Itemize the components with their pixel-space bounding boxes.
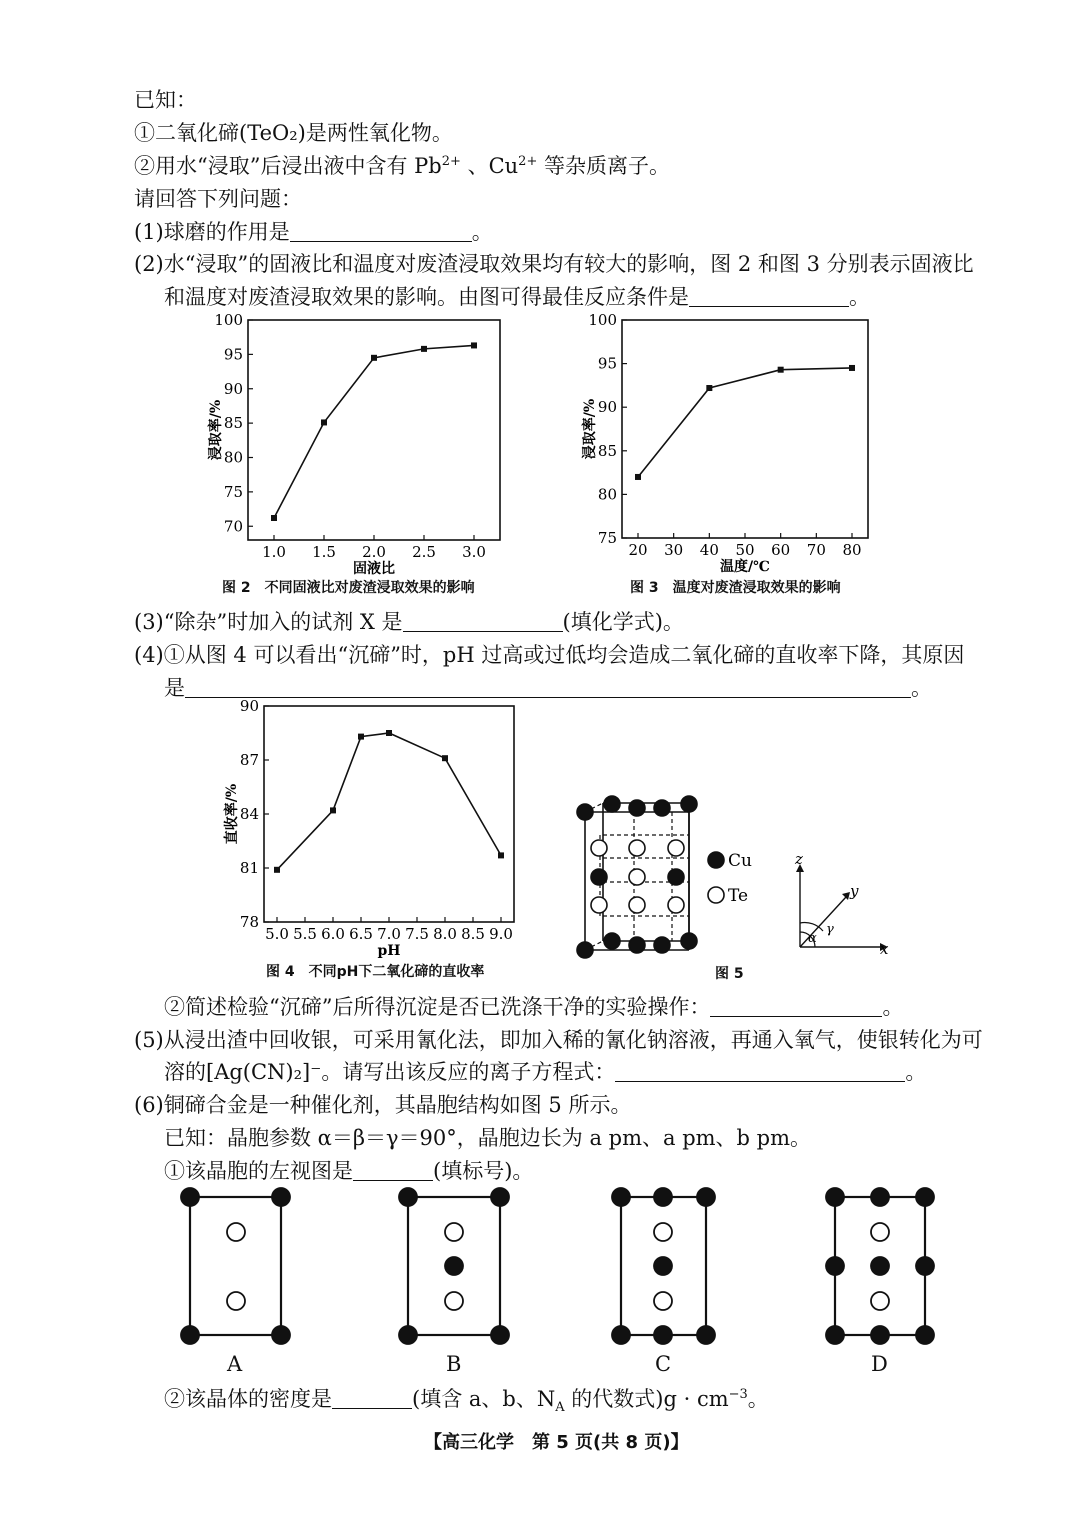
fig4-ytick-label: 78 [239,913,259,931]
fig3-ytick-label: 80 [597,485,617,504]
fig5-cu-atom [654,800,670,816]
legend-cu-marker [708,852,724,868]
fact-2-text-c: 等杂质离子。 [537,154,671,178]
fig5-te-atom [591,897,607,913]
option-a-cu-atom [272,1188,290,1206]
fig4-xlabel: pH [377,943,401,959]
q4-stem: 是 [164,676,185,700]
fig4-data-point [330,807,336,813]
fig3-ytick-label: 90 [597,398,617,417]
q6-1-end: (填标号)。 [433,1159,534,1183]
fig4-xtick-label: 9.0 [489,925,513,943]
fig2-data-point [471,342,477,348]
fig5-cu-atom [668,869,684,885]
q6-1-stem: ①该晶胞的左视图是 [164,1159,353,1183]
q4-2-stem: ②简述检验“沉碲”后所得沉淀是否已洗涤干净的实验操作： [164,995,711,1019]
fig5-cu-atom [591,869,607,885]
question-6-line-2: 已知：晶胞参数 α＝β＝γ＝90°，晶胞边长为 a pm、a pm、b pm。 [164,1126,812,1150]
option-a-te-atom [227,1223,245,1241]
fact-1: ①二氧化碲(TeO₂)是两性氧化物。 [134,121,453,145]
q6-2-text-b: (填含 a、b、N [412,1387,556,1411]
known-label: 已知： [134,88,197,112]
question-5-line-1: (5)从浸出渣中回收银，可采用氰化法，即加入稀的氰化钠溶液，再通入氧气，使银转化为可 [134,1028,983,1052]
fig3-data-point [635,474,641,480]
fig4-ytick-label: 90 [239,700,259,715]
question-1 [134,216,493,246]
fig4-xtick-label: 8.0 [433,925,457,943]
fig4-xtick-label: 7.0 [377,925,401,943]
q5-end: 。 [905,1060,927,1084]
q4-answer-blank[interactable] [185,677,911,698]
fig3-xtick-label: 40 [699,541,719,559]
q5-stem: 溶的[Ag(CN)₂]⁻。请写出该反应的离子方程式： [164,1060,616,1084]
q4-2-answer-blank[interactable] [710,996,882,1017]
option-d-te-atom [871,1292,889,1310]
option-b-te-atom [445,1292,463,1310]
q6-2-answer-blank[interactable] [332,1388,412,1409]
fig2-ylabel: 浸取率/% [208,399,224,461]
option-b-label[interactable]: B [446,1352,462,1376]
fig4-xtick-label: 8.5 [461,925,485,943]
axis-y-label: y [850,882,859,900]
fig2-ytick-label: 80 [223,448,243,467]
option-c-te-atom [654,1223,672,1241]
fig2-data-point [421,346,427,352]
q6-1-answer-blank[interactable] [353,1160,433,1181]
fig2-xtick-label: 1.0 [262,543,286,561]
question-4-part-2 [164,991,903,1021]
option-b-cu-atom [445,1257,463,1275]
option-d-cu-atom [826,1326,844,1344]
fact-2 [134,150,670,180]
option-a-cu-atom [181,1188,199,1206]
fig5-cu-atom [604,933,620,949]
fig2-xtick-label: 3.0 [462,543,486,561]
fig5-te-atom [629,897,645,913]
fig3-xtick-label: 50 [735,541,755,559]
option-d-cu-atom [826,1257,844,1275]
fig5-cu-atom [577,804,593,820]
fig2-ytick-label: 95 [223,345,243,364]
fig3-ytick-label: 85 [597,441,617,460]
fig5-te-atom [629,840,645,856]
fig4-xtick-label: 5.0 [265,925,289,943]
fig2-ytick-label: 90 [223,379,243,398]
q4-2-end: 。 [882,995,904,1019]
question-4-line-1: (4)①从图 4 可以看出“沉碲”时，pH 过高或过低均会造成二氧化碲的直收率下降，其原因 [134,643,965,667]
q2-stem: 和温度对废渣浸取效果的影响。由图可得最佳反应条件是 [164,285,689,309]
question-6-line-1: (6)铜碲合金是一种催化剂，其晶胞结构如图 5 所示。 [134,1093,632,1117]
fig5-cu-atom [654,937,670,953]
fig5-te-atom [668,897,684,913]
charts-fig2-fig3 [0,305,1080,605]
fig3-ylabel: 浸取率/% [582,398,598,460]
fact-2-text-a: ②用水“浸取”后浸出液中含有 Pb [134,154,442,178]
fig3-series-line [638,368,852,477]
answer-intro: 请回答下列问题： [134,187,302,211]
option-c-cu-atom [654,1326,672,1344]
fig2-ytick-label: 75 [223,482,243,501]
question-2-line-1: (2)水“浸取”的固液比和温度对废渣浸取效果均有较大的影响，图 2 和图 3 分别表示固液比 [134,252,974,276]
fig4-data-point [442,755,448,761]
cu-charge: 2+ [518,154,538,169]
option-d-cu-atom [916,1257,934,1275]
fig5-te-atom [668,840,684,856]
q6-2-text-c: 的代数式)g · cm [564,1387,729,1411]
fig3-ytick-label: 75 [597,529,617,547]
fig2-series-line [274,345,474,518]
q3-answer-blank[interactable] [403,611,563,632]
cm-exponent: −3 [728,1387,748,1402]
option-c-cu-atom [697,1326,715,1344]
legend-cu-label: Cu [728,851,752,871]
fig5-te-atom [591,840,607,856]
option-b-cu-atom [399,1188,417,1206]
fig5-cu-atom [629,800,645,816]
fig4-data-point [386,730,392,736]
fig2-caption: 图 2 不同固液比对废渣浸取效果的影响 [222,580,475,596]
fig4-ytick-label: 81 [239,859,259,877]
question-6-part-2 [164,1383,769,1415]
fig4-ytick-label: 87 [239,751,259,769]
option-a-cu-atom [272,1326,290,1344]
fig3-ytick-label: 95 [597,354,617,373]
q3-stem: (3)“除杂”时加入的试剂 X 是 [134,610,403,634]
option-d-cu-atom [871,1257,889,1275]
option-d-te-atom [871,1223,889,1241]
fig5-caption: 图 5 [715,966,744,982]
option-a-cu-atom [181,1326,199,1344]
fig4-xtick-label: 6.5 [349,925,373,943]
pb-charge: 2+ [441,154,461,169]
fig2-xtick-label: 1.5 [312,543,336,561]
fig3-data-point [706,385,712,391]
fig4-data-point [358,734,364,740]
fig5-cu-atom [681,933,697,949]
fig3-data-point [849,365,855,371]
option-b-cu-atom [491,1188,509,1206]
option-c-label[interactable]: C [655,1352,672,1376]
fig2-xtick-label: 2.5 [412,543,436,561]
q4-end: 。 [911,676,932,700]
q5-answer-blank[interactable] [615,1061,905,1082]
option-d-label[interactable]: D [871,1352,888,1376]
fig4-data-point [274,867,280,873]
option-a-te-atom [227,1292,245,1310]
fig2-frame [248,320,500,540]
legend-te-marker [708,887,724,903]
question-4-line-2 [164,672,932,702]
page-footer: 【高三化学 第 5 页(共 8 页)】 [424,1432,689,1453]
fig4-series-line [277,733,501,870]
option-b-cu-atom [491,1326,509,1344]
axis-y-arrow [842,892,850,900]
na-subscript: A [555,1400,565,1416]
fig3-caption: 图 3 温度对废渣浸取效果的影响 [630,580,841,596]
fig3-xtick-label: 30 [664,541,684,559]
fact-2-text-b: 、Cu [460,154,519,178]
axis-alpha-label: α [808,931,817,946]
fig3-xtick-label: 70 [806,541,826,559]
fig2-data-point [321,419,327,425]
legend-te-label: Te [728,886,749,906]
fig2-xtick-label: 2.0 [362,543,386,561]
q2-end: 。 [849,285,870,309]
option-d-cu-atom [871,1326,889,1344]
option-b-cu-atom [399,1326,417,1344]
fig4-data-point [498,852,504,858]
fig4-xtick-label: 7.5 [405,925,429,943]
fig5-cu-atom [604,796,620,812]
fig4-xtick-label: 5.5 [293,925,317,943]
q1-end: 。 [471,220,493,244]
axis-gamma-label: γ [826,922,834,937]
fig3-xtick-label: 20 [628,541,648,559]
fig4-xtick-label: 6.0 [321,925,345,943]
q1-answer-blank[interactable] [290,221,472,242]
fig3-xtick-label: 80 [842,541,862,559]
option-a-label[interactable]: A [227,1352,243,1376]
fig3-frame [622,320,868,538]
question-5-line-2 [164,1056,926,1086]
option-c-cu-atom [654,1257,672,1275]
q1-stem: (1)球磨的作用是 [134,220,290,244]
fig2-ytick-label: 100 [214,311,243,329]
fig2-ytick-label: 85 [223,414,243,433]
option-b-te-atom [445,1223,463,1241]
axis-y-line [800,897,846,947]
fig3-data-point [778,367,784,373]
option-c-cu-atom [612,1188,630,1206]
fig3-xtick-label: 60 [771,541,791,559]
option-d-cu-atom [916,1188,934,1206]
option-c-te-atom [654,1292,672,1310]
left-view-options [0,1180,1080,1370]
fig4-ytick-label: 84 [239,805,259,823]
fig2-data-point [271,515,277,521]
option-c-cu-atom [697,1188,715,1206]
fig5-cu-atom [577,942,593,958]
fig4-ylabel: 直收率/% [224,783,240,845]
q2-answer-blank[interactable] [689,286,849,307]
chart-fig4-and-fig5 [0,700,1080,990]
question-3 [134,606,684,636]
fig4-caption: 图 4 不同pH下二氧化碲的直收率 [266,964,485,980]
fig5-cu-atom [681,796,697,812]
option-c-cu-atom [612,1326,630,1344]
fig5-te-atom [629,869,645,885]
fig3-ytick-label: 100 [588,311,617,329]
fig2-xlabel: 固液比 [353,561,395,577]
fig3-xlabel: 温度/℃ [720,559,770,575]
axis-x-label: x [880,940,889,958]
fig2-ytick-label: 70 [223,517,243,536]
option-a-frame [190,1197,281,1335]
fig5-cu-atom [629,937,645,953]
fig2-data-point [371,355,377,361]
q6-2-stem: ②该晶体的密度是 [164,1387,332,1411]
axis-z-label: z [795,850,803,868]
q3-end: (填化学式)。 [562,610,684,634]
q6-2-end: 。 [747,1387,769,1411]
option-d-cu-atom [871,1188,889,1206]
option-d-cu-atom [826,1188,844,1206]
option-d-cu-atom [916,1326,934,1344]
option-c-cu-atom [654,1188,672,1206]
